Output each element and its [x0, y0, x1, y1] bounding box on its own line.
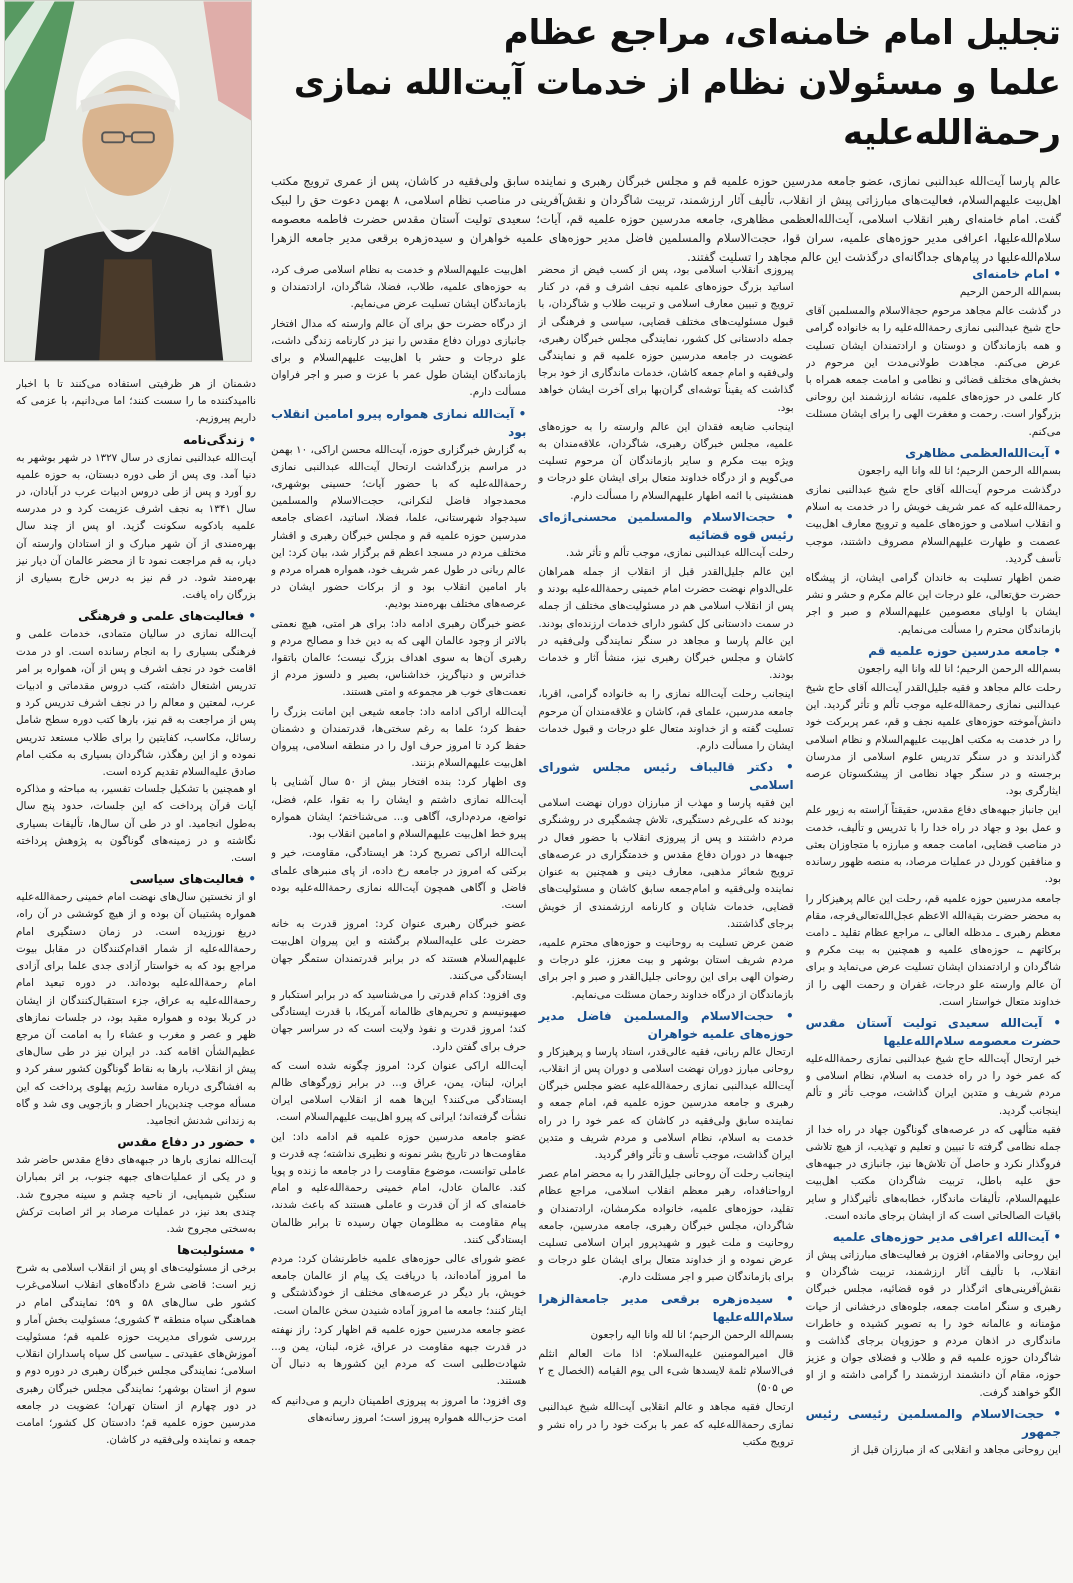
section-heading: • مسئولیت‌ها — [16, 1241, 256, 1259]
paragraph: دشمنان از هر ظرفیتی استفاده می‌کنند تا با اخبار ناامیدکننده ما را سست کنند؛ اما می‌دانیم، با عزمی که داریم پیروزیم. — [16, 378, 256, 425]
paragraph: ارتحال فقیه مجاهد و عالم انقلابی آیت‌الله شیخ عبدالنبی نمازی رحمة‌الله‌علیه که عمر با برکت خود را در راه نشر و ترویج مکتب — [538, 1401, 794, 1448]
paragraph: اینجانب رحلت آیت‌الله نمازی را به خانواده گرامی، اقربا، جامعه مدرسین، علمای قم، کاشان و علاقه‌مندان آن مرحوم تسلیت گفته و از خداوند متعال علو درجات و قبول خدمات ایشان را مسألت دارم. — [538, 688, 794, 753]
section-heading: • آیت‌الله سعیدی تولیت آستان مقدس حضرت معصومه سلام‌الله‌علیها — [806, 1014, 1061, 1050]
paragraph: این جانباز جبهه‌های دفاع مقدس، حقیقتاً آراسته به زیور علم و عمل بود و جهاد در راه خدا را با تدریس و تألیف، خدمت در مناصب قضایی، امامت جمعه و مبارزه با متجاوزان بعثی و منافقین کوردل در عملیات مرصاد، به منصه ظهور رسانده بود. — [805, 804, 1061, 886]
portrait-photo — [4, 0, 252, 362]
paragraph: در گذشت عالم مجاهد مرحوم حجةالاسلام والمسلمین آقای حاج شیخ عبدالنبی نمازی رحمة‌الله‌علیه را به خانواده گرامی و همه بازماندگان و دوستان و ارادتمندان ایشان تسلیت عرض می‌کنم. مجاهدت طولانی‌مدت این مرحوم در بخش‌های مختلف قضائی و نظامی و امامت جمعه همراه با کار علمی در حوزه‌های علمیه، نشانه ارزشمند این روحانی بزرگوار است. رحمت و مغفرت الهی را برای ایشان مسئلت می‌کنم. — [805, 305, 1061, 438]
headline-line-1: تجلیل امام خامنه‌ای، مراجع عظام — [503, 13, 1061, 53]
article-columns — [271, 262, 1061, 1580]
paragraph: بسم‌الله الرحمن الرحیم — [959, 286, 1061, 298]
paragraph: عضو خبرگان رهبری ادامه داد: برای هر امتی، هیچ نعمتی بالاتر از وجود عالمان الهی که به دین خدا و مصالح مردم و رهبری آن‌ها به سوی اهداف بزرگ نیست؛ عالمان باتقوا، خداترس و دنیاگریز، خداشناس، بصیر و دلسوز مردم از نعمت‌های خوب هر مجموعه و امتی هستند. — [271, 617, 527, 699]
paragraph: رحلت آیت‌الله عبدالنبی نمازی، موجب تألم و تأثر شد. — [565, 546, 794, 559]
article-column-1 — [806, 262, 1061, 1580]
paragraph: این عالم جلیل‌القدر قبل از انقلاب از جمله همراهان علی‌الدوام نهضت حضرت امام خمینی رحمة‌الله‌علیه بودند و پس از انقلاب اسلامی هم در مسئولیت‌های مختلف از جمله در سمت دادستانی کل کشور دارای خدمات ارزنده‌ای بودند. این عالم پارسا و مجاهد در سنگر نمایندگی ولی‌فقیه در کاشان و مجلس خبرگان رهبری نیز، منشأ آثار و خدمات بودند. — [538, 566, 794, 682]
section-heading: • امام خامنه‌ای — [806, 265, 1061, 283]
section-heading: • فعالیت‌های سیاسی — [16, 870, 256, 888]
article-column-2 — [538, 262, 793, 1580]
paragraph: اینجانب ضایعه فقدان این عالم وارسته را به حوزه‌های علمیه، مجلس خبرگان رهبری، شاگردان، علاقه‌مندان به ویژه بیت مکرم و سایر بازماندگان آن مرحوم تسلیت می‌گویم و از درگاه خداوند متعال برای ایشان علو درجات و همنشینی با ائمه اطهار علیهم‌السلام را مسألت دارم. — [538, 420, 794, 502]
section-heading: • آیت‌الله نمازی همواره پیرو امامین انقلاب بود — [271, 405, 526, 441]
section-heading: • آیت‌الله‌العظمی مظاهری — [806, 444, 1061, 462]
title-area — [271, 8, 1061, 267]
intro-paragraph: عالم پارسا آیت‌الله عبدالنبی نمازی، عضو جامعه مدرسین حوزه علمیه قم و مجلس خبرگان رهبری و نماینده سابق ولی‌فقیه در کاشان، پس از عمری ترویج مکتب اهل‌بیت علیهم‌السلام، فعالیت‌های مبارزاتی پیش از انقلاب، تألیف آثار ارزشمند، تربیت شاگردان و نقش‌آفرینی در مناصب نظام اسلامی، ۸ بهمن دعوت حق را لبیک گفت. امام خامنه‌ای رهبر انقلاب اسلامی، آیت‌الله‌العظمی مظاهری، جامعه مدرسین حوزه علمیه قم، آیات؛ سعیدی تولیت آستان مقدس حضرت فاطمه معصومه سلام‌الله‌علیها، اعرافی مدیر حوزه‌های علمیه، سران قوا، حجت‌الاسلام والمسلمین فاضل مدیر حوزه‌های علمیه خواهران و سیده‌زهره برقعی مدیر جامعه الزهرا سلام‌الله‌علیها در پیام‌های جداگانه‌ای درگذشت این عالم مجاهد را تسلیت گفتند. — [271, 174, 1062, 264]
section-heading: • فعالیت‌های علمی و فرهنگی — [16, 607, 256, 625]
paragraph: آیت‌الله نمازی در سالیان متمادی، خدمات علمی و فرهنگی بسیاری را به انجام رسانده است. او در مدت اقامت خود در نجف اشرف و پس از آن، همواره بر امر تدریس اشتغال داشته، کتب دروس مقدماتی و ادبیات عرب، لمعتین و معالم را در نجف اشرف تدریس کرد و پس از مراجعت به قم نیز، بارها کتب دوره سطح شامل رسائل، مکاسب، کفایتین را برای طلاب مستعد تدریس نموده و از این رهگذر، شاگردان بسیاری به مکتب امام صادق علیه‌السلام تقدیم کرده است. — [16, 628, 256, 779]
headline-line-2: علما و مسئولان نظام از خدمات آیت‌الله نمازی رحمة‌الله‌علیه — [293, 63, 1061, 153]
paragraph: آیت‌الله اراکی ادامه داد: جامعه شیعی این امانت بزرگ را حفظ کرد؛ علما به رغم سختی‌ها، قدرتمندان و دشمنان حفظ کرد تا امروز حرف اول را در منطقه اسلامی، پیروان اهل‌بیت علیهم‌السلام بزنند. — [271, 705, 527, 770]
paragraph: ارتحال عالم ربانی، فقیه عالی‌قدر، استاد پارسا و پرهیزکار و روحانی مبارز دوران نهضت اسلامی و دوران پس از انقلاب، آیت‌الله عبدالنبی نمازی رحمة‌الله‌علیه عضو مجلس خبرگان رهبری و جامعه مدرسین حوزه علمیه قم، امام جمعه و نماینده سابق ولی‌فقیه در کاشان که عمر خود را در راه خدمت به اسلام، نظام اسلامی و مردم شریف و متدین ایران گذاشت، موجب تأسف و تأثر وافر گردید. — [538, 1045, 794, 1161]
paragraph: عضو شورای عالی حوزه‌های علمیه خاطرنشان کرد: مردم ما امروز آماده‌اند، با دریافت یک پیام از عالمان جامعه خویش، بار دیگر در عرصه‌های مختلف از خودگذشتگی و ایثار کنند؛ جامعه ما امروز آماده شنیدن سخن عالمان است. — [271, 1252, 527, 1317]
section-heading: • حجت‌الاسلام والمسلمین فاضل مدیر حوزه‌های علمیه خواهران — [538, 1007, 793, 1043]
paragraph: عضو جامعه مدرسین حوزه علمیه قم ادامه داد: این مقاومت‌ها در تاریخ بشر نمونه و نظیری نداشته؛ چه قدرت و عاملی توانست، موضوع مقاومت را در جامعه ما زنده و پویا کند. عالمان عادل، امام خمینی رحمة‌الله‌علیه و امام خامنه‌ای که از آن قدرت و عاملی هستند که باعث شدند، پیام مقاومت به مظلومان جهان رسیده تا برابر ظالمان ایستادگی کنند. — [271, 1130, 527, 1246]
section-heading: • آیت‌الله اعرافی مدیر حوزه‌های علمیه — [806, 1228, 1061, 1246]
paragraph: به گزارش خبرگزاری حوزه، آیت‌الله محسن اراکی، ۱۰ بهمن در مراسم بزرگداشت ارتحال آیت‌الله عبدالنبی نمازی رحمة‌الله‌علیه که با حضور آیات؛ حسینی بوشهری، محمدجواد فاضل لنکرانی، حجت‌الاسلام والمسلمین سیدجواد شهرستانی، علما، فضلا، اساتید، اعضای جامعه مدرسین حوزه علمیه قم و مجلس خبرگان رهبری و اقشار مختلف مردم در مسجد اعظم قم برگزار شد، بیان کرد: این عالم ربانی در طول عمر شریف خود، همواره همراه مردم و یار امامین انقلاب بود و از برکات حضور ایشان در عرصه‌های مختلف بهره‌مند بودیم. — [271, 443, 527, 611]
paragraph: او همچنین با تشکیل جلسات تفسیر، به مباحثه و مذاکره آیات قرآن پرداخت که این جلسات، حدود پنج سال به‌طول انجامید. او در طی آن سال‌ها، تألیفات بسیاری نگاشته و در زمینه‌های گوناگون به پژوهش پرداخته است. — [16, 783, 256, 865]
paragraph: اهل‌بیت علیهم‌السلام و خدمت به نظام اسلامی صرف کرد، به حوزه‌های علمیه، طلاب، فضلا، شاگردان، ارادتمندان و بازماندگان ایشان تسلیت عرض می‌نمایم. — [271, 264, 527, 311]
paragraph: خبر ارتحال آیت‌الله حاج شیخ عبدالنبی نمازی رحمة‌الله‌علیه که عمر خود را در راه خدمت به اسلام، نظام اسلامی و مردم شریف و متدین ایران گذاشت، موجب تأثر و تألم اینجانب گردید. — [805, 1052, 1061, 1117]
biography-column — [16, 376, 256, 1580]
paragraph: رحلت عالم مجاهد و فقیه جلیل‌القدر آیت‌الله آقای حاج شیخ عبدالنبی نمازی رحمة‌الله‌علیه موجب تألم و تأثر گردید. این دانش‌آموخته حوزه‌های علمیه نجف و قم، عمر پربرکت خود را در خدمت به مکتب اهل‌بیت علیهم‌السلام و نظام اسلامی گذراندند و در سنگر تدریس علوم اسلامی از مدرسان برجسته و در سنگر جهاد نظامی از پیشکسوتان عرصه ایثارگری بود. — [805, 682, 1061, 798]
paragraph: این فقیه پارسا و مهذب از مبارزان دوران نهضت اسلامی بودند که علی‌رغم دستگیری، تلاش چشمگیری در روشنگری مردم داشتند و پس از پیروزی انقلاب با حضور فعال در جبهه‌ها در دوران دفاع مقدس و خدمتگزاری در عرصه‌های ترویج شعائر مذهبی، معارف دینی و همچنین به عنوان نماینده ولی‌فقیه و امام‌جمعه سابق کاشان و مسئولیت‌های قضایی، خدمات شایان و کارنامه ارزشمندی از خویش برجای گذاشتند. — [538, 797, 794, 930]
paragraph: پیروزی انقلاب اسلامی بود، پس از کسب فیض از محضر اساتید بزرگ حوزه‌های علمیه نجف اشرف و قم، در کنار ترویج و تبیین معارف اسلامی و تربیت طلاب و شاگردان، با قبول مسئولیت‌های مختلف قضایی، سیاسی و فرهنگی از جمله دادستانی کل کشور، نمایندگی مجلس خبرگان رهبری، عضویت در جامعه مدرسین حوزه علمیه قم و نمایندگی ولی‌فقیه و امام جمعه کاشان، خدمات ماندگاری از خود برجا گذاشت که یقیناً توشه‌ای گران‌بها برای آخرت ایشان خواهد بود. — [538, 264, 794, 414]
paragraph: آیت‌الله عبدالنبی نمازی در سال ۱۳۲۷ در شهر بوشهر به دنیا آمد. وی پس از طی دوره دبستان، به حوزه علمیه رو آورد و پس از طی دروس ادبیات عرب در آبادان، در سال ۱۳۴۱ به نجف اشرف عزیمت کرد و در مدرسه علمیه بادکوبه سکونت گزید. او پس از چند سال بهره‌مندی از آن شهر مبارک و از استادان وارسته آن دیار، به قم مراجعت نمود تا از محضر عالمان آن دیار نیز بهره‌مند شود. در قم نیز به درس خارج بسیاری از بزرگان راه یافت. — [16, 451, 256, 602]
section-heading: • حضور در دفاع مقدس — [16, 1133, 256, 1151]
paragraph: بسم‌الله الرحمن الرحیم؛ انا لله وانا الیه راجعون — [590, 1328, 794, 1341]
paragraph: وی افزود: ما امروز به پیروزی اطمینان داریم و می‌دانیم که امت حزب‌الله همواره پیروز است؛ امروز رسانه‌های — [271, 1394, 527, 1424]
paragraph: جامعه مدرسین حوزه علمیه قم، رحلت این عالم پرهیزکار را به محضر حضرت بقیةالله الاعظم عجل‌الله‌تعالی‌فرجه، مقام معظم رهبری ـ مدظله العالی ـ، مراجع عظام تقلید ـ دامت برکاتهم ـ، حوزه‌های علمیه و همچنین به بیت مکرم و شاگردان و ارادتمندان ایشان تسلیت عرض می‌نماید و برای آن عالم وارسته علو درجات، غفران و رحمت الهی را از خداوند متعال خواستار است. — [805, 892, 1061, 1008]
section-heading: • زندگی‌نامه — [16, 431, 256, 449]
paragraph: بسم‌الله الرحمن الرحیم؛ انا لله وانا الیه راجعون — [857, 464, 1061, 477]
paragraph: درگذشت مرحوم آیت‌الله آقای حاج شیخ عبدالنبی نمازی رحمة‌الله‌علیه که عمر شریف خویش را در خدمت به اسلام و انقلاب اسلامی و حوزه‌های علمیه و ترویج معارف اهل‌بیت عصمت و طهارت علیهم‌السلام مصروف داشتند، موجب تأسف گردید. — [805, 484, 1061, 565]
headline — [271, 8, 1061, 158]
paragraph: اینجانب رحلت آن روحانی جلیل‌القدر را به محضر امام عصر ارواحنافداه، رهبر معظم انقلاب اسلامی، مراجع عظام تقلید، حوزه‌های علمیه، خانواده مکرمشان، ارادتمندان و شاگردان، مجلس خبرگان رهبری، جامعه مدرسین، جامعه روحانیت و ملت غیور و شهیدپرور ایران اسلامی تسلیت عرض نموده و از خداوند متعال برای ایشان علو درجات و برای بازماندگان صبر و اجر مسئلت دارم. — [538, 1168, 794, 1284]
paragraph: از درگاه حضرت حق برای آن عالم وارسته که مدال افتخار جانبازی دوران دفاع مقدس را نیز در کارنامه زندگی داشت، علو درجات و حشر با اهل‌بیت علیهم‌السلام و برای بازماندگان ایشان طول عمر با عزت و صبر و اجر فراوان مسألت دارم. — [271, 317, 527, 399]
paragraph: این روحانی مجاهد و انقلابی که از مبارزان قبل از — [851, 1443, 1061, 1456]
paragraph: ضمن عرض تسلیت به روحانیت و حوزه‌های محترم علمیه، مردم شریف استان بوشهر و بیت معزز، علو درجات و رضوان الهی برای این روحانی جلیل‌القدر و صبر و اجر برای بازماندگان از درگاه خداوند رحمان مسئلت می‌نمایم. — [538, 936, 794, 1001]
section-heading: • حجت‌الاسلام والمسلمین محسنی‌اژه‌ای رئیس قوه قضائیه — [538, 508, 793, 544]
paragraph: این روحانی والامقام، افزون بر فعالیت‌های مبارزاتی پیش از انقلاب، با تألیف آثار ارزشمند، تربیت شاگردان و نقش‌آفرینی‌های اثرگذار در قوه قضائیه، مجلس خبرگان رهبری و سنگر امامت جمعه، جلوه‌های درخشانی از حیات مؤمنانه و عالمانه خود را به تصویر کشیده و خاطرات ماندگاری در اذهان مردم و حوزویان برجای گذاشت و شاگردان حوزه علمیه قم و طلاب و فضلای جوان و عزیز حوزه، مقام آن دانشمند ارزشمند را گرامی داشته و از او الگو خواهند گرفت. — [805, 1248, 1061, 1399]
paragraph: ضمن اظهار تسلیت به خاندان گرامی ایشان، از پیشگاه حضرت حق‌تعالی، علو درجات این عالم مکرم و حشر و نشر ایشان با اولیای معصومین علیهم‌السلام و صبر و اجر بازماندگان محترم را مسألت می‌نمایم. — [805, 572, 1061, 636]
paragraph: آیت‌الله اراکی تصریح کرد: هر ایستادگی، مقاومت، خیر و برکتی که امروز در جامعه رخ داده، از پای منبرهای علمای فاضل و آگاهی همچون آیت‌الله نمازی رحمة‌الله‌علیه بوده است. — [271, 847, 527, 911]
paragraph: آیت‌الله نمازی بارها در جبهه‌های دفاع مقدس حاضر شد و در یکی از عملیات‌های جبهه جنوب، بر اثر بمباران سنگین شیمیایی، از ناحیه چشم و سینه مجروح شد. چندی بعد نیز، در عملیات مرصاد بر اثر اصابت ترکش به‌سختی مجروح شد. — [16, 1154, 256, 1235]
paragraph: برخی از مسئولیت‌های او پس از انقلاب اسلامی به شرح زیر است: قاضی شرع دادگاه‌های انقلاب اسلامی‌غرب کشور طی سال‌های ۵۸ و ۵۹؛ نمایندگی امام در هماهنگی سپاه منطقه ۳ کشوری؛ مسئولیت بخش آمار و بررسی شورای مدیریت حوزه علمیه قم؛ مسئولیت آموزش‌های عقیدتی ـ سیاسی کل سپاه پاسداران انقلاب اسلامی؛ نمایندگی مجلس خبرگان رهبری در دوره دوم و سوم از استان بوشهر؛ نمایندگی مجلس خبرگان رهبری در دور چهارم از استان تهران؛ عضویت در جامعه مدرسین حوزه علمیه قم؛ دادستان کل کشور؛ امامت جمعه و نماینده ولی‌فقیه در کاشان. — [16, 1262, 256, 1447]
paragraph: وی اظهار کرد: بنده افتخار بیش از ۵۰ سال آشنایی با آیت‌الله نمازی داشتم و ایشان را به تقوا، علم، فضل، تواضع، مردم‌داری، آگاهی و... می‌شناختم؛ ایشان همواره پیرو خط اهل‌بیت علیهم‌السلام و امامین انقلاب بود. — [271, 776, 527, 841]
section-heading: • دکتر قالیباف رئیس مجلس شورای اسلامی — [538, 758, 793, 794]
section-heading: • سیده‌زهره برقعی مدیر جامعة‌الزهرا سلام‌الله‌علیها — [538, 1290, 793, 1326]
paragraph: فقیه متألهی که در عرصه‌های گوناگون جهاد در راه خدا از جمله نظامی گرفته تا تبیین و تعلیم و تهذیب، از هیچ تلاشی فروگذار نکرد و حاصل آن تلاش‌ها نیز، جانبازی در جبهه‌های حق علیه باطل، تربیت شاگردان مکتب اهل‌بیت علیهم‌السلام، تألیفات ماندگار، خطابه‌های تأثیرگذار و سایر باقیات الصالحاتی است که از ایشان برجای مانده است. — [805, 1123, 1061, 1222]
paragraph: آیت‌الله اراکی عنوان کرد: امروز چگونه شده است که ایران، لبنان، یمن، عراق و... در برابر زورگوهای ظالم ایستادگی می‌کنند؟ این‌ها همه از انقلاب اسلامی ایران نشأت گرفته‌اند؛ ایرانی که پیرو اهل‌بیت علیهم‌السلام است. — [271, 1059, 527, 1124]
paragraph: عضو خبرگان رهبری عنوان کرد: امروز قدرت به خانه حضرت علی علیه‌السلام برگشته و این پیروان اهل‌بیت علیهم‌السلام هستند که در برابر قدرتمندان ستمگر جهان ایستادگی می‌کنند. — [271, 918, 527, 982]
section-heading: • جامعه مدرسین حوزه علمیه قم — [806, 642, 1061, 660]
cleric-portrait-illustration — [5, 1, 251, 361]
paragraph: وی افزود: کدام قدرتی را می‌شناسید که در برابر استکبار و صهیونیسم و تحریم‌های ظالمانه آمریکا، با قدرت ایستادگی کند؛ امروز قدرت و نفوذ ولایت است که در سراسر جهان حرف برای گفتن دارد. — [271, 988, 527, 1053]
article-column-3 — [271, 262, 526, 1580]
section-heading: • حجت‌الاسلام والمسلمین رئیسی رئیس جمهور — [806, 1405, 1061, 1441]
paragraph: او از نخستین سال‌های نهضت امام خمینی رحمة‌الله‌علیه همواره پشتیبان آن بوده و از هیچ کوششی در آن راه، دریغ نورزیده است. در زمان دستگیری امام رحمة‌الله‌علیه از شمار اقدام‌کنندگان در مقابل بیوت مراجع بود که به خواستار آزادی جدی علما برای آزادی امام رحمة‌الله‌علیه بوده‌اند. در دوره تبعید امام رحمة‌الله‌علیه به عراق، جزء استقبال‌کنندگان از ایشان در کربلا بوده و همواره مقید بود، در جلسات نمازهای ظهر و عصر و مغرب و عشاء را به امامت آن مرجع عظیم‌الشأن اقامه کند. در ایران نیز در طی سال‌های پیش از انقلاب، بارها به نقاط گوناگون کشور سفر کرد و به افشاگری درباره مفاسد رژیم پهلوی پرداخت که این مسأله موجب چندین‌بار احضار و بازجویی وی شد و گاه به زندانی شدنش انجامید. — [16, 891, 256, 1127]
paragraph: بسم‌الله الرحمن الرحیم؛ انا لله وانا الیه راجعون — [857, 662, 1061, 675]
paragraph: عضو جامعه مدرسین حوزه علمیه قم اظهار کرد: راز نهفته در قدرت جبهه مقاومت در عراق، غزه، لبنان، یمن و... شهادت‌طلبی است که مردم این کشورها به دنبال آن هستند. — [271, 1323, 527, 1388]
paragraph: قال امیرالمومنین علیه‌السلام: اذا مات العالم انثلم فی‌الاسلام ثلمة لایسدها شیء الی یوم القیامه (الخصال ج ۲ ص ۵۰۵) — [538, 1347, 794, 1395]
